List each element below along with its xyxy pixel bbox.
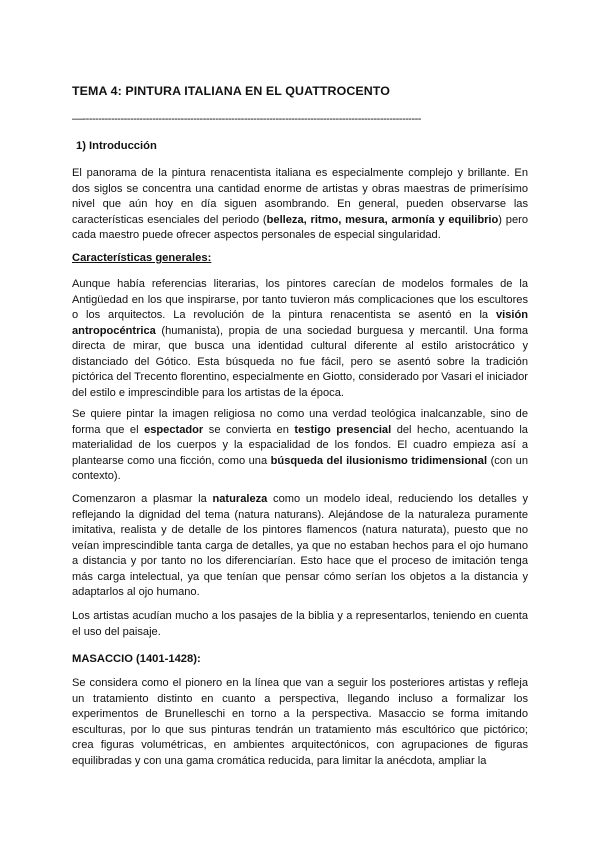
text-run: El panorama de la pintura renacentista italiana es especialmente complejo y brillante. En dos siglos se concentra una cantidad enorme de artistas y obras maestras de primerísimo nivel que aún hoy en día siguen asombrando. En general, pueden observarse las características esenciales del periodo (	[72, 167, 528, 226]
paragraph-caracteristicas-4	[72, 609, 528, 640]
paragraph-caracteristicas-3	[72, 492, 528, 601]
heading-masaccio: MASACCIO (1401-1428):	[72, 653, 201, 665]
heading-caracteristicas: Características generales:	[72, 252, 212, 264]
bold-text: espectador	[144, 423, 204, 436]
text-run: como un modelo ideal, reduciendo los detalles y reflejando la dignidad del tema (natura naturans). Alejándose de la naturaleza puramente imitativa, realista y de detalle de los pintores flamencos (natura naturata), puesto que no veían imprescindible tanta carga de detalles, ya que no estaban hechos para el ojo humano a distancia y por tanto no los diferenciarían. Esto hace que el proceso de imitación tenga más carga intelectual, ya que tenían que pensar cómo serían los objetos a la distancia y adaptarlos al ojo humano.	[72, 493, 528, 598]
paragraph-masaccio	[72, 676, 528, 769]
separator-line: —-----------------------------------------------------------------------------------------------------------	[72, 113, 421, 125]
text-run: ) pero cada maestro puede ofrecer aspectos personales de especial singularidad.	[72, 213, 528, 241]
bold-text: búsqueda del ilusionismo tridimensional	[270, 454, 488, 467]
bold-text: visión antropocéntrica	[72, 309, 528, 337]
bold-text: testigo presencial	[294, 423, 392, 436]
heading-introduccion: 1) Introducción	[76, 140, 157, 152]
document-title: TEMA 4: PINTURA ITALIANA EN EL QUATTROCENTO	[72, 84, 390, 98]
text-run: Comenzaron a plasmar la	[72, 493, 213, 505]
bold-text: belleza, ritmo, mesura, armonía y equilibrio	[266, 213, 499, 226]
text-run: del hecho, acentuando la materialidad de los cuerpos y la espacialidad de los fondos. El cuadro empieza así a plantearse como una ficción, como una	[72, 423, 528, 467]
text-run: Los artistas acudían mucho a los pasajes de la biblia y a representarlos, teniendo en cuenta el uso del paisaje.	[72, 610, 528, 638]
text-run: (humanista), propia de una sociedad burguesa y mercantil. Una forma directa de mirar, que busca una identidad cultural diferente al estilo aristocrático y distanciado del Gótico. Esta búsqueda no fue fácil, pero se asentó sobre la tradición pictórica del Trecento florentino, especialmente en Giotto, considerado por Vasari el iniciador del estilo e imprescindible para los artistas de la época.	[72, 324, 528, 399]
text-run: Se considera como el pionero en la línea que van a seguir los posteriores artistas y refleja un tratamiento distinto en cuanto a perspectiva, llegando incluso a formalizar los experimentos de Brunelleschi en torno a la perspectiva. Masaccio se forma imitando esculturas, por lo que sus pinturas tendrán un tratamiento más escultórico que pictórico; crea figuras volumétricas, en ambientes arquitectónicos, con agrupaciones de figuras equilibradas y con una gama cromática reducida, para limitar la anécdota, ampliar la	[72, 677, 528, 767]
bold-text: naturaleza	[212, 493, 268, 505]
text-run: Se quiere pintar la imagen religiosa no como una verdad teológica inalcanzable, sino de forma que el	[72, 408, 528, 436]
paragraph-caracteristicas-1	[72, 277, 528, 401]
paragraph-caracteristicas-2	[72, 407, 528, 485]
paragraph-intro	[72, 166, 528, 244]
text-run: se convierta en	[203, 423, 295, 436]
text-run: Aunque había referencias literarias, los pintores carecían de modelos formales de la Antigüedad en los que inspirarse, por tanto tuvieron más complicaciones que los escultores o los arquitectos. La revolución de la pintura renacentista se asentó en la	[72, 278, 528, 321]
text-run: (con un contexto).	[72, 454, 528, 482]
